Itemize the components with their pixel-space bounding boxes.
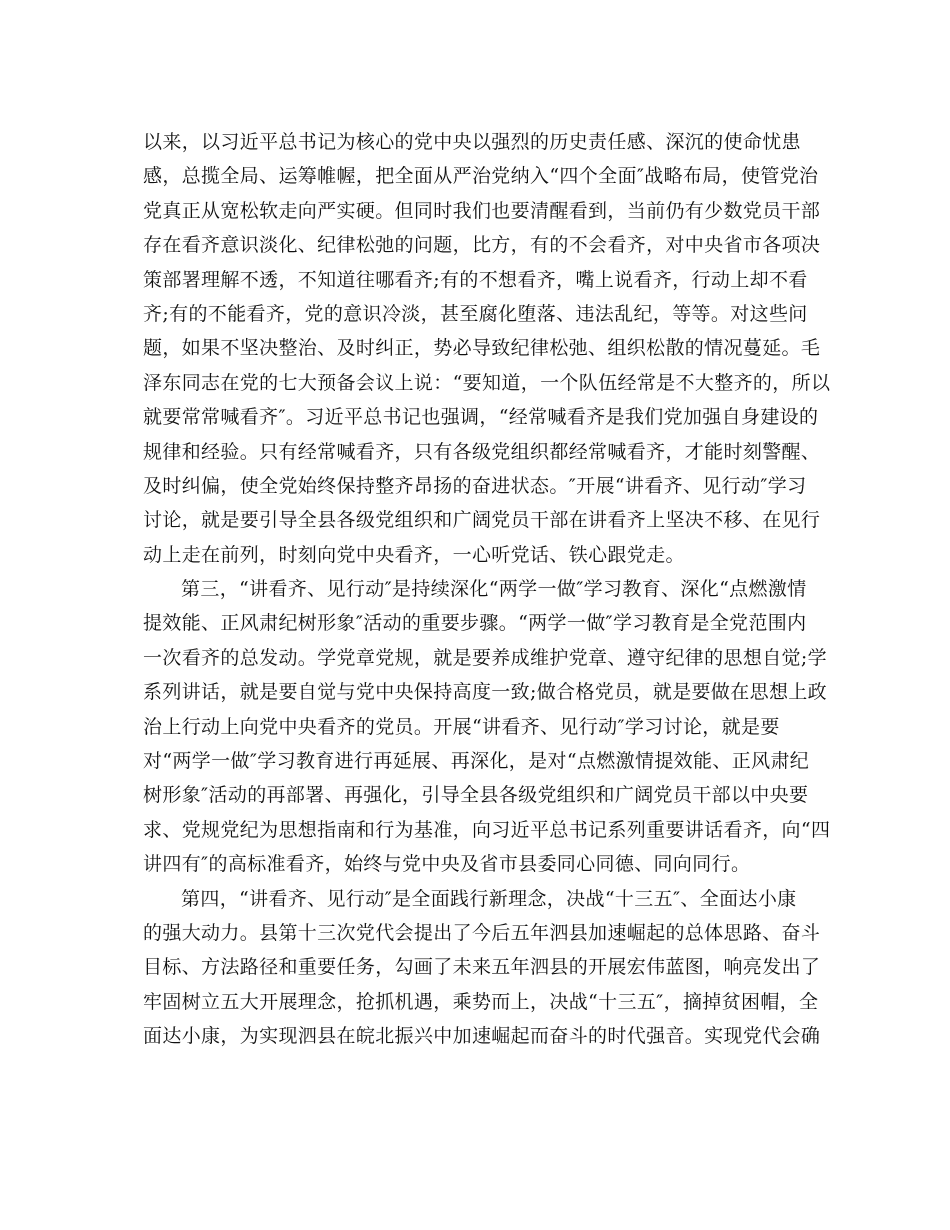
text-line: 一次看齐的总发动。学党章党规，就是要养成维护党章、遵守纪律的思想自觉;学: [143, 646, 828, 669]
text-line: 对“两学一做″学习教育进行再延展、再深化，是对“点燃激情提效能、正风肃纪: [143, 750, 810, 773]
text-line: 讲四有″的高标准看齐，始终与党中央及省市县委同心同德、同向同行。: [143, 853, 751, 876]
text-line: 党真正从宽松软走向严实硬。但同时我们也要清醒看到，当前仍有少数党员干部: [143, 199, 821, 222]
text-line: 以来，以习近平总书记为核心的党中央以强烈的历史责任感、深沉的使命忧患: [143, 131, 801, 153]
paragraph: [143, 125, 831, 572]
text-line: 齐;有的不能看齐，党的意识冷淡，甚至腐化堕落、违法乱纪，等等。对这些问: [143, 302, 808, 325]
text-line: 求、党规党纪为思想指南和行为基准，向习近平总书记系列重要讲话看齐，向“四: [143, 818, 831, 841]
text-line: 目标、方法路径和重要任务，勾画了未来五年泗县的开展宏伟蓝图，响亮发出了: [143, 956, 821, 979]
paragraph: [143, 572, 831, 882]
text-line: 题，如果不坚决整治、及时纠正，势必导致纪律松弛、组织松散的情况蔓延。毛: [143, 337, 821, 360]
text-line: 治上行动上向党中央看齐的党员。开展“讲看齐、见行动″学习讨论，就是要: [143, 715, 780, 738]
text-line: 树形象″活动的再部署、再强化，引导全县各级党组织和广阔党员干部以中央要: [143, 784, 809, 807]
paragraph: [143, 882, 821, 1054]
text-line: 泽东同志在党的七大预备会议上说：“要知道，一个队伍经常是不大整齐的，所以: [143, 371, 831, 394]
text-line: 面达小康，为实现泗县在皖北振兴中加速崛起而奋斗的时代强音。实现党代会确: [143, 1025, 821, 1048]
text-line: 系列讲话，就是要自觉与党中央保持高度一致;做合格党员，就是要做在思想上政: [143, 681, 828, 704]
text-line: 就要常常喊看齐″。习近平总书记也强调，“经常喊看齐是我们党加强自身建设的: [143, 406, 819, 429]
text-line: 第三，“讲看齐、见行动″是持续深化“两学一做″学习教育、深化“点燃激情: [181, 578, 807, 601]
text-line: 第四，“讲看齐、见行动″是全面践行新理念，决战“十三五″、全面达小康: [181, 887, 797, 910]
text-line: 动上走在前列，时刻向党中央看齐，一心听党话、铁心跟党走。: [143, 543, 685, 566]
text-line: 规律和经验。只有经常喊看齐，只有各级党组织都经常喊看齐，才能时刻警醒、: [143, 440, 821, 463]
text-line: 讨论，就是要引导全县各级党组织和广阔党员干部在讲看齐上坚决不移、在见行: [143, 509, 821, 532]
text-line: 存在看齐意识淡化、纪律松弛的问题，比方，有的不会看齐，对中央省市各项决: [143, 234, 821, 257]
document-body: [143, 125, 831, 1054]
text-line: 提效能、正风肃纪树形象″活动的重要步骤。“两学一做″学习教育是全党范围内: [143, 612, 807, 635]
text-line: 感，总揽全局、运筹帷幄，把全面从严治党纳入“四个全面″战略布局，使管党治: [143, 165, 819, 188]
text-line: 策部署理解不透，不知道往哪看齐;有的不想看齐，嘴上说看齐，行动上却不看: [143, 268, 808, 291]
text-line: 牢固树立五大开展理念，抢抓机遇，乘势而上，决战“十三五″，摘掉贫困帽，全: [143, 990, 819, 1013]
text-line: 的强大动力。县第十三次党代会提出了今后五年泗县加速崛起的总体思路、奋斗: [143, 921, 821, 944]
text-line: 及时纠偏，使全党始终保持整齐昂扬的奋进状态。″开展“讲看齐、见行动″学习: [143, 474, 807, 497]
